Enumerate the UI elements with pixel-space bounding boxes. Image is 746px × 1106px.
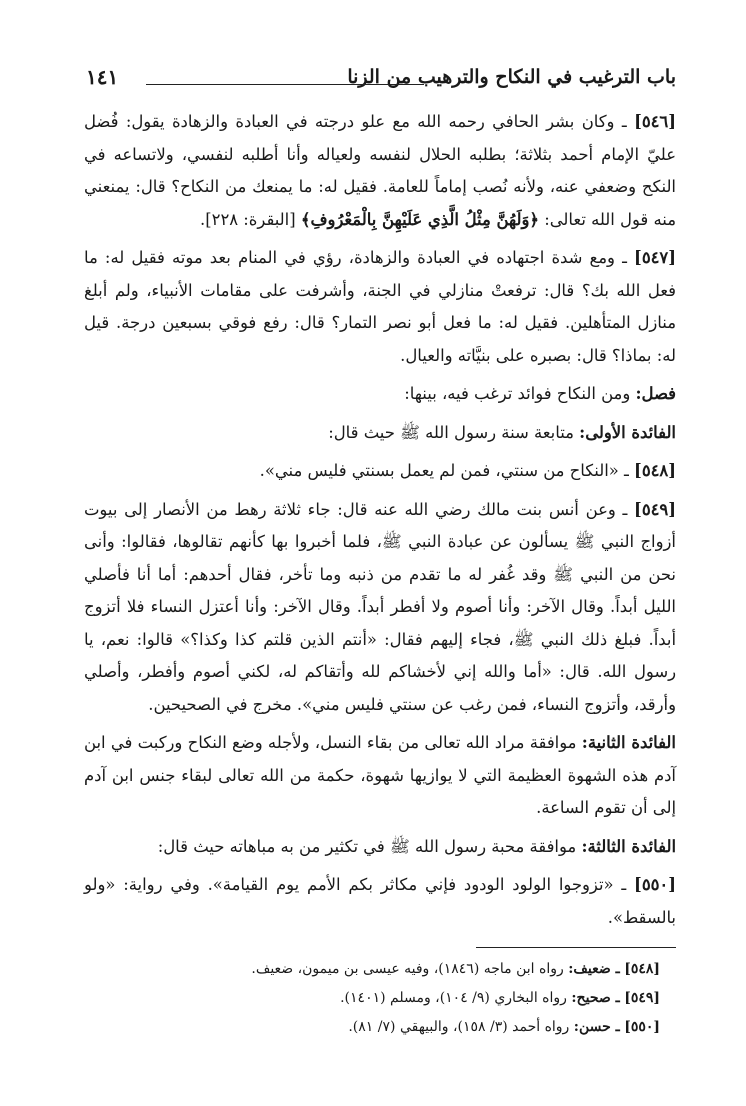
footnote-number: [٥٤٨] [624, 961, 660, 977]
footnote-text: رواه البخاري (٩/ ١٠٤)، ومسلم (١٤٠١). [340, 990, 567, 1006]
benefit-label: الفائدة الثالثة: [581, 836, 676, 856]
entry-number: [٥٤٦] [634, 112, 677, 131]
footnotes [86, 955, 676, 1042]
entry-546 [84, 106, 676, 236]
footnote-grade: ـ ضعيف: [568, 961, 620, 977]
entry-number: [٥٤٩] [634, 499, 676, 519]
footnote-grade: ـ صحيح: [571, 990, 620, 1006]
entry-text: ـ «تزوجوا الولود الودود فإني مكاثر بكم الأمم يوم القيامة». وفي رواية: «ولو بالسقط». [84, 875, 676, 927]
entry-text: ـ وكان بشر الحافي رحمه الله مع علو درجته في العبادة والزهادة يقول: فُضل عليّ الإمام أحمد بثلاثة؛ بطلبه الحلال لنفسه ولعياله وأنا أطلبه لنفسي، ولاتساعه في النكح وضعفي عنه، ولأنه نُصب إماماً للعامة. فقيل له: ما يمنعك من النكاح؟ قال: يمنعني منه قول الله تعالى: [84, 112, 676, 229]
footnote-grade: ـ حسن: [573, 1019, 620, 1035]
footnote-549 [86, 984, 660, 1013]
verse-reference: [البقرة: ٢٢٨]. [200, 209, 296, 229]
entry-548 [84, 455, 676, 488]
page-number: ١٤١ [86, 65, 119, 89]
entry-text: ـ وعن أنس بنت مالك رضي الله عنه قال: جاء ثلاثة رهط من الأنصار إلى بيوت أزواج النبي ﷺ يسألون عن عبادة النبي ﷺ، فلما أخبروا بها كأنهم تقالوها، فقالوا: وأنى نحن من النبي ﷺ وقد غُفر له ما تقدم من ذنبه وما تأخر، فقال أحدهم: أما أنا فأصلي الليل أبداً. وقال الآخر: وأنا أصوم ولا أفطر أبداً. وقال الآخر: وأنا أعتزل النساء فلا أتزوج أبداً. فبلغ ذلك النبي ﷺ، فجاء إليهم فقال: «أنتم الذين قلتم كذا وكذا؟» قالوا: نعم، يا رسول الله. قال: «أما والله إني لأخشاكم لله وأتقاكم له، لكني أصوم وأفطر، وأصلي وأرقد، وأتزوج النساء، فمن رغب عن سنتي فليس مني». مخرج في الصحيحين. [84, 499, 676, 714]
fasl-label: فصل: [635, 384, 676, 403]
chapter-title: باب الترغيب في النكاح والترهيب من الزنا [347, 66, 676, 88]
benefit-2 [84, 727, 676, 825]
entry-text: ـ «النكاح من سنتي، فمن لم يعمل بسنتي فليس مني». [259, 461, 629, 480]
benefit-text: موافقة مراد الله تعالى من بقاء النسل، ولأجله وضع النكاح وركبت في ابن آدم هذه الشهوة العظيمة التي لا يوازيها شهوة، حكمة من الله تعالى لبقاء جنس ابن آدم إلى أن تقوم الساعة. [84, 733, 676, 817]
footnote-548 [86, 955, 660, 984]
benefit-label: الفائدة الثانية: [581, 733, 676, 752]
footnote-number: [٥٥٠] [624, 1019, 660, 1035]
entry-550 [84, 869, 676, 934]
header-rule [146, 84, 424, 85]
entry-number: [٥٤٨] [634, 461, 676, 480]
entry-number: [٥٥٠] [634, 875, 676, 894]
benefit-3 [84, 831, 676, 864]
footnote-number: [٥٤٩] [624, 990, 660, 1006]
entry-547 [84, 242, 676, 372]
quran-verse: ﴿وَلَهُنَّ مِثْلُ الَّذِي عَلَيْهِنَّ بِالْمَعْرُوفِ﴾ [300, 209, 540, 229]
fasl-paragraph [84, 378, 676, 411]
entry-number: [٥٤٧] [634, 248, 676, 267]
benefit-text: موافقة محبة رسول الله ﷺ في تكثير من به مباهاته حيث قال: [157, 836, 577, 856]
entry-549 [84, 494, 676, 722]
entry-text: ـ ومع شدة اجتهاده في العبادة والزهادة، رؤي في المنام بعد موته فقيل له: ما فعل الله بك؟ قال: ترفعتْ منازلي في الجنة، وأشرفت على مقامات الأنبياء، ولم أبلغ منازل المتأهلين. فقيل له: ما فعل أبو نصر التمار؟ قال: رفع فوقي بسبعين درجة. قيل له: بماذا؟ قال: بصبره على بنيَّاته والعيال. [84, 248, 676, 365]
benefit-text: متابعة سنة رسول الله ﷺ حيث قال: [328, 422, 574, 442]
benefit-1 [84, 417, 676, 450]
page-header [86, 62, 676, 102]
fasl-text: ومن النكاح فوائد ترغب فيه، بينها: [404, 384, 631, 403]
footnote-text: رواه أحمد (٣/ ١٥٨)، والبيهقي (٧/ ٨١). [348, 1019, 570, 1035]
benefit-label: الفائدة الأولى: [579, 422, 676, 442]
main-text [84, 106, 676, 940]
footnote-550 [86, 1013, 660, 1042]
footnote-text: رواه ابن ماجه (١٨٤٦)، وفيه عيسى بن ميمون، ضعيف. [251, 961, 564, 977]
footnote-rule [476, 947, 676, 948]
